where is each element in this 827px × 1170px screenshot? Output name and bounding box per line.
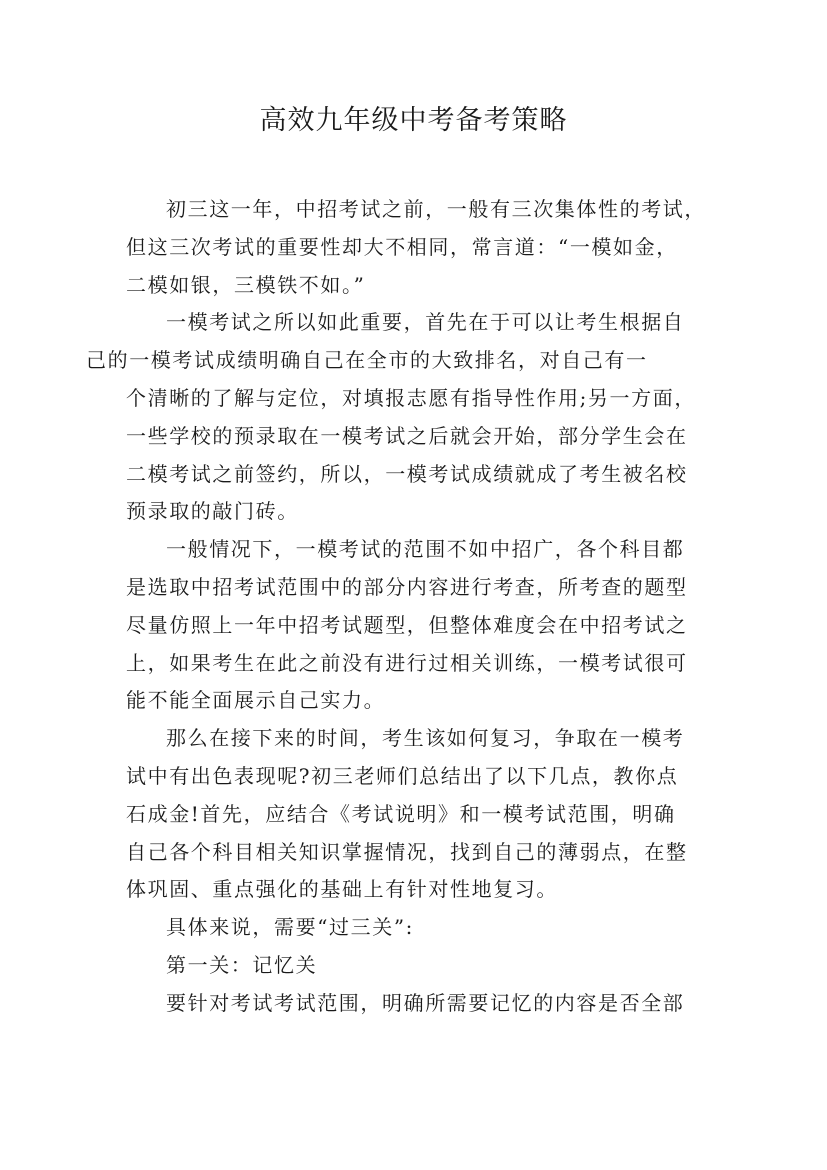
text-line: 预录取的敲门砖。: [126, 499, 299, 524]
document-title: 高效九年级中考备考策略: [259, 105, 568, 136]
paragraph-2: [86, 304, 706, 531]
text-line: 试中有出色表现呢?初三老师们总结出了以下几点，教你点: [126, 763, 679, 788]
text-line: 尽量仿照上一年中招考试题型，但整体难度会在中招考试之: [126, 612, 688, 637]
text-line: 是选取中招考试范围中的部分内容进行考查，所考查的题型: [126, 574, 688, 599]
text-line: 石成金!首先，应结合《考试说明》和一模考试范围，明确: [126, 801, 676, 826]
text-line: 能不能全面展示自己实力。: [126, 688, 386, 713]
text-line: 要针对考试考试范围，明确所需要记忆的内容是否全部: [166, 990, 685, 1015]
text-line: 个清晰的了解与定位，对填报志愿有指导性作用;另一方面，: [126, 385, 696, 410]
paragraph-1: [126, 191, 706, 304]
text-line: 一些学校的预录取在一模考试之后就会开始，部分学生会在: [126, 423, 688, 448]
text-line: 但这三次考试的重要性却大不相同，常言道：“一模如金，: [126, 234, 678, 259]
paragraph-3: [126, 531, 706, 720]
paragraph-4: [126, 720, 706, 909]
text-line: 一模考试之所以如此重要，首先在于可以让考生根据自: [166, 310, 685, 335]
text-line: 己的一模考试成绩明确自己在全市的大致排名，对自己有一: [86, 348, 648, 373]
text-line: 二模如银，三模铁不如。”: [126, 272, 366, 297]
section-heading-memory: [126, 947, 706, 985]
text-line: 体巩固、重点强化的基础上有针对性地复习。: [126, 877, 558, 902]
text-line: 那么在接下来的时间，考生该如何复习，争取在一模考: [166, 726, 685, 751]
paragraph-7: [126, 985, 706, 1023]
text-line: 二模考试之前签约，所以，一模考试成绩就成了考生被名校: [126, 461, 688, 486]
text-line: 一般情况下，一模考试的范围不如中招广，各个科目都: [166, 537, 685, 562]
document-body: [86, 191, 706, 1023]
text-line: 具体来说，需要“过三关”:: [166, 915, 414, 940]
text-line: 初三这一年，中招考试之前，一般有三次集体性的考试，: [166, 197, 706, 221]
text-line: 第一关：记忆关: [166, 952, 318, 977]
text-line: 上，如果考生在此之前没有进行过相关训练，一模考试很可: [126, 650, 688, 675]
text-line: 自己各个科目相关知识掌握情况，找到自己的薄弱点，在整: [126, 839, 688, 864]
paragraph-5: [126, 909, 706, 947]
